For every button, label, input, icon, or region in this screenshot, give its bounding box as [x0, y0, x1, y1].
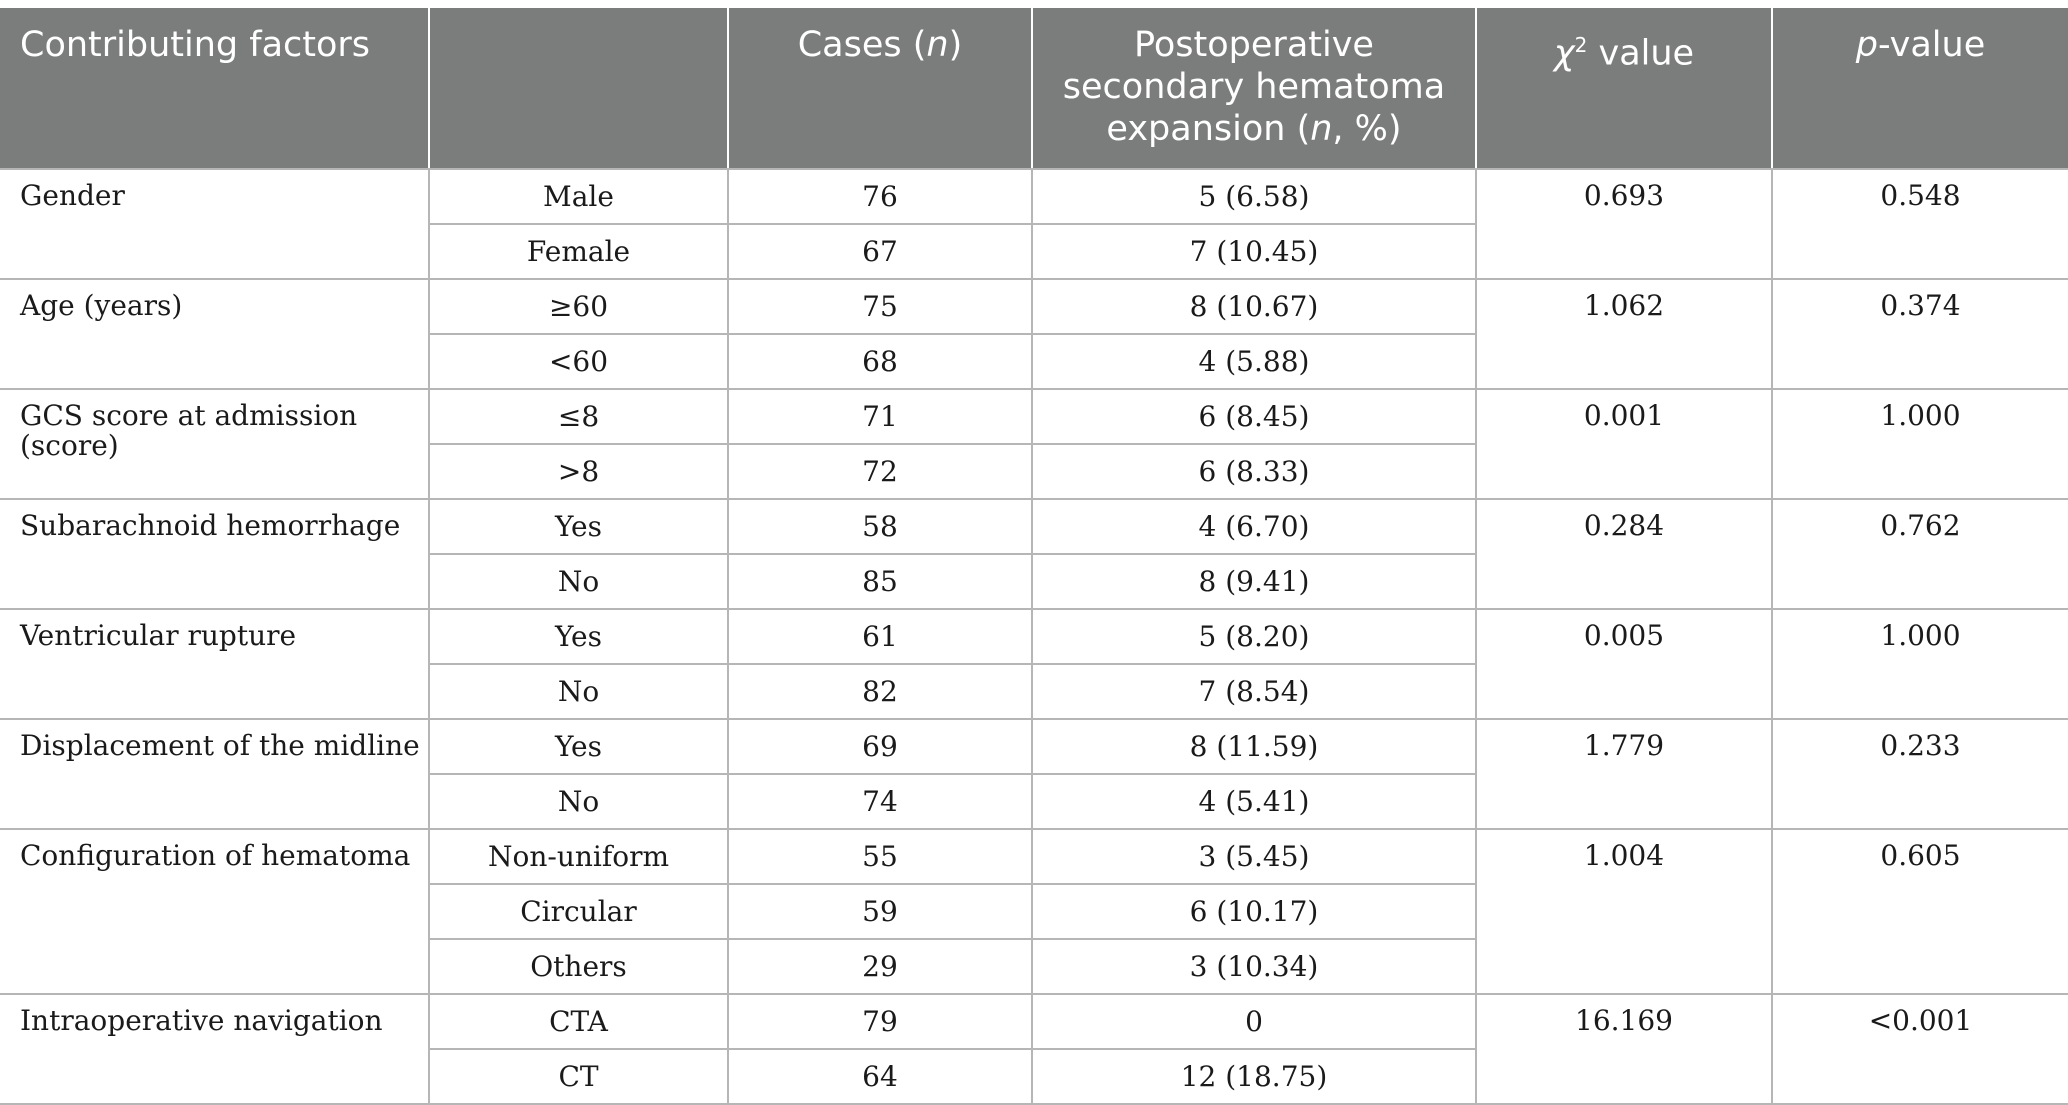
expansion-cell: 12 (18.75) — [1032, 1049, 1476, 1104]
level-cell: No — [429, 774, 728, 829]
table-row — [0, 499, 2068, 554]
table-body — [0, 169, 2068, 1104]
cases-cell: 67 — [728, 224, 1032, 279]
cases-cell: 72 — [728, 444, 1032, 499]
factor-cell: Displacement of the midline — [0, 719, 429, 829]
expansion-cell: 6 (10.17) — [1032, 884, 1476, 939]
level-cell: CT — [429, 1049, 728, 1104]
level-cell: Non-uniform — [429, 829, 728, 884]
p-value-cell: 1.000 — [1772, 389, 2068, 499]
p-value-cell: 0.374 — [1772, 279, 2068, 389]
cases-cell: 75 — [728, 279, 1032, 334]
expansion-cell: 7 (10.45) — [1032, 224, 1476, 279]
header-level — [429, 8, 728, 169]
table-header — [0, 8, 2068, 169]
header-postoperative-expansion: Postoperative secondary hematoma expansion (n, %) — [1032, 8, 1476, 169]
factor-cell: Configuration of hematoma — [0, 829, 429, 994]
chi-square-cell: 0.284 — [1476, 499, 1772, 609]
expansion-cell: 8 (11.59) — [1032, 719, 1476, 774]
cases-cell: 58 — [728, 499, 1032, 554]
header-row — [0, 8, 2068, 169]
chi-square-cell: 1.062 — [1476, 279, 1772, 389]
expansion-cell: 0 — [1032, 994, 1476, 1049]
cases-cell: 69 — [728, 719, 1032, 774]
cases-cell: 55 — [728, 829, 1032, 884]
expansion-cell: 7 (8.54) — [1032, 664, 1476, 719]
header-contributing-factors: Contributing factors — [0, 8, 429, 169]
table-row — [0, 279, 2068, 334]
expansion-cell: 8 (10.67) — [1032, 279, 1476, 334]
level-cell: Circular — [429, 884, 728, 939]
table-row — [0, 169, 2068, 224]
expansion-cell: 3 (10.34) — [1032, 939, 1476, 994]
cases-cell: 76 — [728, 169, 1032, 224]
expansion-cell: 4 (5.88) — [1032, 334, 1476, 389]
level-cell: Yes — [429, 719, 728, 774]
chi-square-cell: 1.004 — [1476, 829, 1772, 994]
cases-cell: 64 — [728, 1049, 1032, 1104]
chi-square-cell: 16.169 — [1476, 994, 1772, 1104]
header-p-value: p-value — [1772, 8, 2068, 169]
expansion-cell: 8 (9.41) — [1032, 554, 1476, 609]
level-cell: Yes — [429, 609, 728, 664]
level-cell: No — [429, 554, 728, 609]
table-row — [0, 609, 2068, 664]
cases-cell: 85 — [728, 554, 1032, 609]
cases-cell: 59 — [728, 884, 1032, 939]
expansion-cell: 4 (5.41) — [1032, 774, 1476, 829]
level-cell: >8 — [429, 444, 728, 499]
level-cell: ≥60 — [429, 279, 728, 334]
chi-square-cell: 0.693 — [1476, 169, 1772, 279]
expansion-cell: 4 (6.70) — [1032, 499, 1476, 554]
cases-cell: 79 — [728, 994, 1032, 1049]
expansion-cell: 6 (8.33) — [1032, 444, 1476, 499]
factor-cell: Ventricular rupture — [0, 609, 429, 719]
p-value-cell: 1.000 — [1772, 609, 2068, 719]
factor-cell: Gender — [0, 169, 429, 279]
level-cell: No — [429, 664, 728, 719]
p-value-cell: 0.233 — [1772, 719, 2068, 829]
factor-cell: Subarachnoid hemorrhage — [0, 499, 429, 609]
p-value-cell: <0.001 — [1772, 994, 2068, 1104]
contributing-factors-table — [0, 8, 2068, 1105]
cases-cell: 82 — [728, 664, 1032, 719]
cases-cell: 68 — [728, 334, 1032, 389]
factor-cell: Age (years) — [0, 279, 429, 389]
cases-cell: 71 — [728, 389, 1032, 444]
cases-cell: 61 — [728, 609, 1032, 664]
expansion-cell: 5 (6.58) — [1032, 169, 1476, 224]
chi-square-cell: 0.001 — [1476, 389, 1772, 499]
p-value-cell: 0.762 — [1772, 499, 2068, 609]
cases-cell: 29 — [728, 939, 1032, 994]
table-row — [0, 829, 2068, 884]
level-cell: <60 — [429, 334, 728, 389]
factor-cell: Intraoperative navigation — [0, 994, 429, 1104]
p-value-cell: 0.605 — [1772, 829, 2068, 994]
expansion-cell: 5 (8.20) — [1032, 609, 1476, 664]
level-cell: Others — [429, 939, 728, 994]
level-cell: Male — [429, 169, 728, 224]
level-cell: CTA — [429, 994, 728, 1049]
table-row — [0, 719, 2068, 774]
level-cell: Female — [429, 224, 728, 279]
level-cell: ≤8 — [429, 389, 728, 444]
header-chi-square-value: $\chi^2$ value — [1476, 8, 1772, 169]
table-row — [0, 389, 2068, 444]
header-cases: Cases (n) — [728, 8, 1032, 169]
chi-square-cell: 0.005 — [1476, 609, 1772, 719]
table-row — [0, 994, 2068, 1049]
level-cell: Yes — [429, 499, 728, 554]
cases-cell: 74 — [728, 774, 1032, 829]
chi-square-cell: 1.779 — [1476, 719, 1772, 829]
expansion-cell: 3 (5.45) — [1032, 829, 1476, 884]
expansion-cell: 6 (8.45) — [1032, 389, 1476, 444]
factor-cell: GCS score at admission (score) — [0, 389, 429, 499]
p-value-cell: 0.548 — [1772, 169, 2068, 279]
